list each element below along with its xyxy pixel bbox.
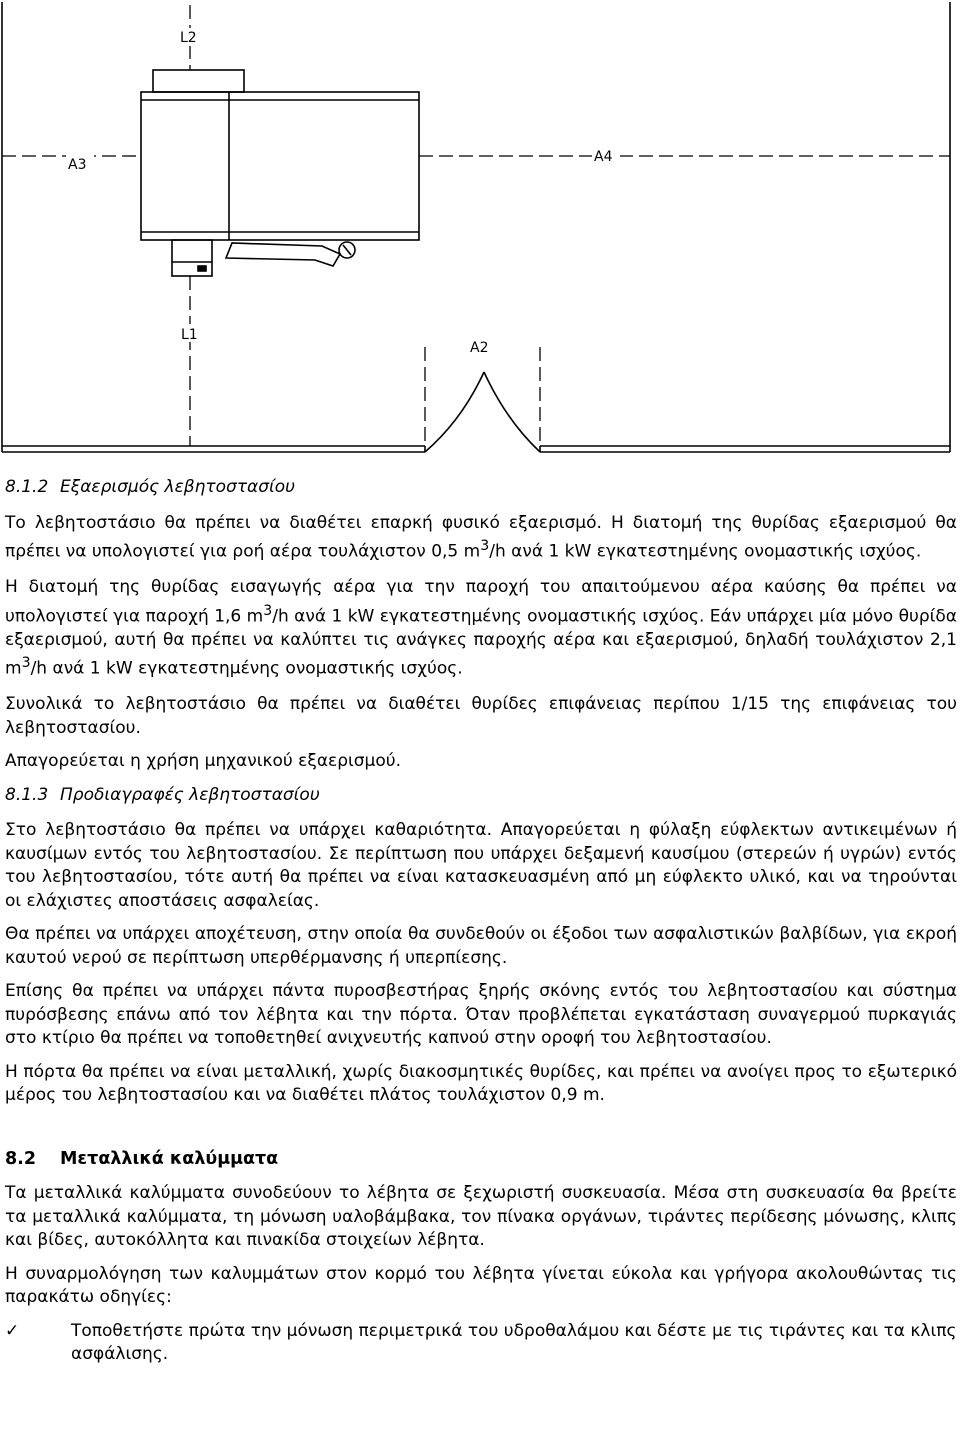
check-mark-icon: ✓ xyxy=(5,1320,20,1341)
check-list-item-text: Τοποθετήστε πρώτα την μόνωση περιμετρικά του υδροθαλάμου και δέστε με τις τιράντες και τα κλιπς ασφάλισης. xyxy=(71,1320,957,1365)
section-812-paragraph-1: Το λεβητοστάσιο θα πρέπει να διαθέτει επαρκή φυσικό εξαερισμό. Η διατομή της θυρίδας εξαερισμού θα πρέπει να υπολογιστεί για ροή αέρα τουλάχιστον 0,5 $m^3/h$ ανά 1 kW εγκατεστημένης ονομαστικής ισχύος. xyxy=(5,512,957,562)
section-82-paragraph-1: Τα μεταλλικά καλύμματα συνοδεύουν το λέβητα σε ξεχωριστή συσκευασία. Μέσα στη συσκευασία θα βρείτε τα μεταλλικά καλύμματα, τη μόνωση υαλοβάμβακα, τον πίνακα οργάνων, τιράντες περίδεσης μόνωσης, κλιπς και βίδες, αυτοκόλλητα και πινακίδα στοιχείων λέβητα. xyxy=(5,1183,957,1251)
section-813-heading xyxy=(5,784,957,808)
dim-label-l1: L1 xyxy=(181,327,198,343)
door-symbol xyxy=(425,372,540,452)
section-813-paragraph-3: Επίσης θα πρέπει να υπάρχει πάντα πυροσβεστήρας ξηρής σκόνης εντός του λεβητοστασίου και σύστημα πυρόσβεσης επάνω από τον λέβητα και την πόρτα. Όταν προβλέπεται εγκατάσταση συναγερμού πυρκαγιάς στο κτίριο θα πρέπει να τοποθετηθεί ανιχνευτής καπνού στην οροφή του λεβητοστασίου. xyxy=(5,981,957,1049)
section-82-title: Μεταλλικά καλύμματα xyxy=(60,1148,279,1169)
section-812-paragraph-2: Η διατομή της θυρίδας εισαγωγής αέρα για την παροχή του απαιτούμενου αέρα καύσης θα πρέπει να υπολογιστεί για παροχή 1,6 $m^3/h$ ανά 1 kW εγκατεστημένης ονομαστικής ισχύος. Εάν υπάρχει μία μόνο θυρίδα εξαερισμού, αυτή θα πρέπει να καλύπτει τις ανάγκες παροχής αέρα και εξαερισμού, δηλαδή τουλάχιστον 2,1 $m^3/h$ ανά 1 kW εγκατεστημένης ονομαστικής ισχύος. xyxy=(5,577,958,679)
dim-label-a2: A2 xyxy=(470,340,489,356)
section-82-heading xyxy=(5,1148,957,1172)
section-812-paragraph-4: Απαγορεύεται η χρήση μηχανικού εξαερισμού. xyxy=(5,751,402,772)
section-812-heading xyxy=(5,476,957,500)
section-82-number: 8.2 xyxy=(5,1148,37,1169)
section-812-paragraph-3: Συνολικά το λεβητοστάσιο θα πρέπει να διαθέτει θυρίδες επιφάνειας περίπου 1/15 της επιφάνειας του λεβητοστασίου. xyxy=(5,694,957,738)
check-list-item xyxy=(5,1320,957,1367)
boiler-room-diagram xyxy=(0,0,960,460)
boiler-unit xyxy=(141,70,419,276)
section-813-paragraph-4: Η πόρτα θα πρέπει να είναι μεταλλική, χωρίς διακοσμητικές θυρίδες, και πρέπει να ανοίγει προς το εξωτερικό μέρος του λεβητοστασίου και να διαθέτει πλάτος τουλάχιστον 0,9 m. xyxy=(5,1061,957,1106)
section-813-paragraph-2: Θα πρέπει να υπάρχει αποχέτευση, στην οποία θα συνδεθούν οι έξοδοι των ασφαλιστικών βαλβίδων, για εκροή καυτού νερού σε περίπτωση υπερθέρμανσης ή υπερπίεσης. xyxy=(5,924,957,968)
section-812-number: 8.1.2 xyxy=(5,477,49,497)
section-813-paragraph-1: Στο λεβητοστάσιο θα πρέπει να υπάρχει καθαριότητα. Απαγορεύεται η φύλαξη εύφλεκτων αντικειμένων ή καυσίμων εντός του λεβητοστασίου. Σε περίπτωση που υπάρχει δεξαμενή καυσίμου (στερεών ή υγρών) εντός του λεβητοστασίου, τότε αυτή θα πρέπει να είναι κατασκευασμένη από μη εύφλεκτο υλικό, και να τηρούνται οι ελάχιστες αποστάσεις ασφαλείας. xyxy=(5,820,957,911)
dim-label-l2: L2 xyxy=(180,30,197,46)
dim-label-a4: A4 xyxy=(594,149,613,165)
section-813-title: Προδιαγραφές λεβητοστασίου xyxy=(60,784,320,805)
dim-label-a3: A3 xyxy=(68,157,87,173)
document-body xyxy=(5,476,957,1367)
section-813-number: 8.1.3 xyxy=(5,784,49,805)
section-82-paragraph-2: Η συναρμολόγηση των καλυμμάτων στον κορμό του λέβητα γίνεται εύκολα και γρήγορα ακολουθώντας τις παρακάτω οδηγίες: xyxy=(5,1263,957,1308)
section-812-title: Εξαερισμός λεβητοστασίου xyxy=(60,477,296,497)
